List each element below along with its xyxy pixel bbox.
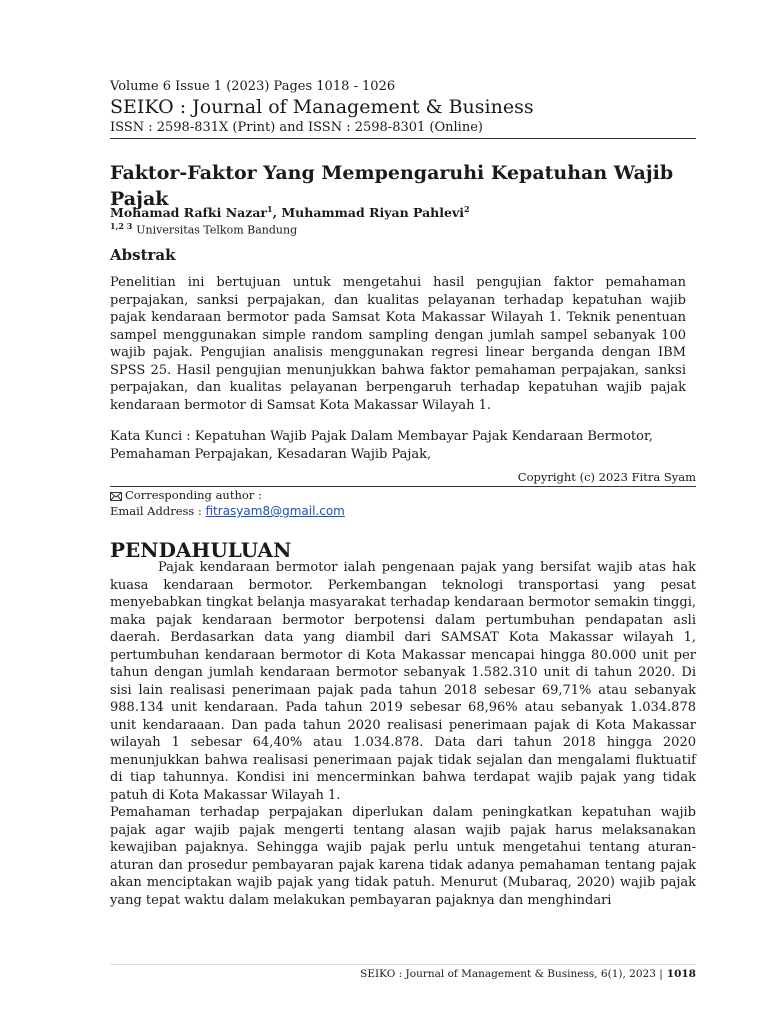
keywords: Kata Kunci : Kepatuhan Wajib Pajak Dalam Membayar Pajak Kendaraan Bermotor, Pemahaman Perpajakan, Kesadaran Wajib Pajak, <box>110 429 653 462</box>
author-list <box>110 204 470 220</box>
email-link[interactable]: fitrasyam8@gmail.com <box>205 504 345 518</box>
footer-citation: SEIKO : Journal of Management & Business, 6(1), 2023 | <box>360 968 663 980</box>
volume-info: Volume 6 Issue 1 (2023) Pages 1018 - 1026 <box>110 79 396 94</box>
author-separator: , <box>272 205 282 221</box>
journal-name: SEIKO : Journal of Management & Business <box>110 96 534 118</box>
page-number: 1018 <box>666 968 696 980</box>
article-title: Faktor-Faktor Yang Mempengaruhi Kepatuhan Wajib Pajak <box>110 162 674 210</box>
intro-paragraph-1: Pajak kendaraan bermotor ialah pengenaan pajak yang bersifat wajib atas hak kuasa kendaraan bermotor. Perkembangan teknologi transportasi yang pesat menyebabkan tingkat belanja masyarakat terhadap kendaraan bermotor semakin tinggi, maka pajak kendaraan bermotor berpotensi dalam pertumbuhan pendapatan asli daerah. Berdasarkan data yang diambil dari SAMSAT Kota Makassar wilayah 1, pertumbuhan kendaraan bermotor di Kota Makassar mencapai hingga 80.000 unit per tahun dengan jumlah kendaraan bermotor sebanyak 1.582.310 unit di tahun 2020. Di sisi lain realisasi penerimaan pajak pada tahun 2018 sebesar 69,71% atau sebanyak 988.134 unit kendaraan. Pada tahun 2019 sebesar 68,96% atau sebanyak 1.034.878 unit kendaraaan. Dan pada tahun 2020 realisasi penerimaan pajak di Kota Makassar wilayah 1 sebesar 64,40% atau 1.034.878. Data dari tahun 2018 hingga 2020 menunjukkan bahwa realisasi penerimaan pajak tidak sejalan dan mengalami fluktuatif di tiap tahunnya. Kondisi ini mencerminkan bahwa terdapat wajib pajak yang tidak patuh di Kota Makassar Wilayah 1. <box>110 560 696 803</box>
section-heading: PENDAHULUAN <box>110 538 292 562</box>
envelope-icon <box>110 492 122 501</box>
intro-paragraph-2: Pemahaman terhadap perpajakan diperlukan dalam peningkatkan kepatuhan wajib pajak agar wajib pajak mengerti tentang alasan wajib pajak harus melaksanakan kewajiban pajaknya. Sehingga wajib pajak perlu untuk mengetahui tentang aturan-aturan dan prosedur pembayaran pajak karena tidak adanya pemahaman tentang pajak akan menciptakan wajib pajak yang tidak patuh. Menurut (Mubaraq, 2020) wajib pajak yang tepat waktu dalam melakukan pembayaran pajaknya dan menghindari <box>110 805 696 908</box>
email-label: Email Address : <box>110 504 206 518</box>
corresponding-label: Corresponding author : <box>125 488 262 502</box>
author-2: Muhammad Riyan Pahlevi <box>281 205 464 221</box>
copyright-notice: Copyright (c) 2023 Fitra Syam <box>110 470 696 487</box>
email-line <box>110 504 345 518</box>
journal-header <box>110 78 696 139</box>
affiliation-sup: 1,2 3 <box>110 221 133 231</box>
footer-divider <box>110 964 696 965</box>
page-footer <box>360 968 696 980</box>
abstract-text: Penelitian ini bertujuan untuk mengetahui hasil pengujian faktor pemahaman perpajakan, sanksi perpajakan, dan kualitas pelayanan terhadap kepatuhan wajib pajak kendaraan bermotor pada Samsat Kota Makassar Wilayah 1. Teknik penentuan sampel menggunakan simple random sampling dengan jumlah sampel sebanyak 100 wajib pajak. Pengujian analisis menggunakan regresi linear berganda dengan IBM SPSS 25. Hasil pengujian menunjukkan bahwa faktor pemahaman perpajakan, sanksi perpajakan, dan kualitas pelayanan berpengaruh terhadap kepatuhan wajib pajak kendaraan bermotor di Samsat Kota Makassar Wilayah 1. <box>110 275 686 413</box>
affiliation-name: Universitas Telkom Bandung <box>136 223 298 237</box>
author-1: Mohamad Rafki Nazar <box>110 205 268 221</box>
issn-info: ISSN : 2598-831X (Print) and ISSN : 2598-8301 (Online) <box>110 119 696 139</box>
affiliation <box>110 221 297 237</box>
author-1-sup: 1 <box>267 204 273 214</box>
intro-body <box>110 559 696 909</box>
abstract-heading: Abstrak <box>110 246 176 264</box>
author-2-sup: 2 <box>463 204 470 214</box>
corresponding-author <box>110 488 262 502</box>
